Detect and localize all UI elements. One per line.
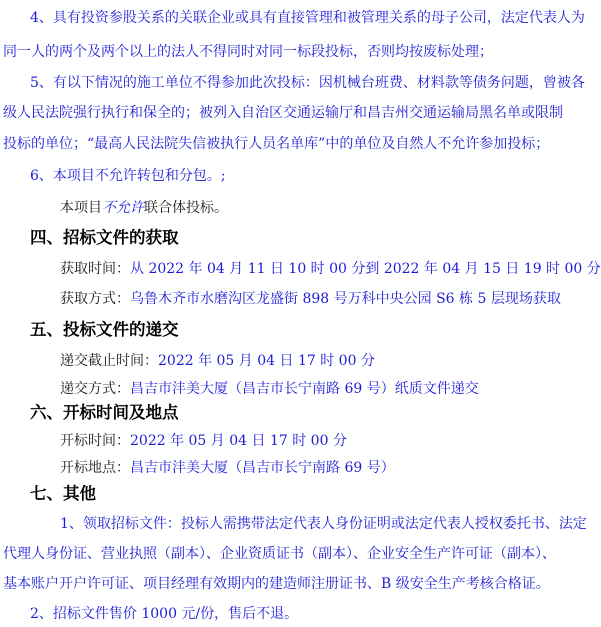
s4-time-row	[60, 259, 601, 279]
s6-place-row	[60, 458, 601, 478]
s6-time-row	[60, 431, 601, 451]
s5-deadline-row	[60, 351, 601, 371]
clause-6: 6、本项目不允许转包和分包。;	[30, 168, 226, 184]
s6-time-label: 开标时间：	[60, 433, 130, 449]
s4-method-label: 获取方式：	[60, 291, 130, 307]
s6-place-value: 昌吉市沣美大厦（昌吉市长宁南路 69 号）	[130, 460, 395, 476]
s7-item-1-line-3: 基本账户开户许可证、项目经理有效期内的建造师注册证书、B 级安全生产考核合格证。	[3, 576, 550, 592]
consortium-italic: 不允许	[102, 200, 144, 216]
s4-method-value: 乌鲁木齐市水磨沟区龙盛街 898 号万科中央公园 S6 栋 5 层现场获取	[130, 291, 561, 307]
s5-deadline-label: 递交截止时间：	[60, 353, 158, 369]
clause-5-line-3: 投标的单位；“最高人民法院失信被执行人员名单库”中的单位及自然人不允许参加投标；	[3, 136, 550, 152]
clause-5-line-1: 5、有以下情况的施工单位不得参加此次投标：因机械台班费、材料款等债务问题，曾被各	[30, 75, 585, 91]
s4-time-label: 获取时间：	[60, 261, 130, 277]
s5-deadline-value: 2022 年 05 月 04 日 17 时 00 分	[158, 353, 375, 369]
clause-5-line-2: 级人民法院强行执行和保全的；被列入自治区交通运输厅和昌吉州交通运输局黑名单或限制	[3, 105, 563, 121]
s5-method-value: 昌吉市沣美大厦（昌吉市长宁南路 69 号）纸质文件递交	[130, 381, 479, 397]
s6-time-value: 2022 年 05 月 04 日 17 时 00 分	[130, 433, 347, 449]
s5-method-row	[60, 379, 601, 399]
s7-item-1-line-1: 1、领取招标文件：投标人需携带法定代表人身份证明或法定代表人授权委托书、法定	[60, 516, 587, 532]
s5-method-label: 递交方式：	[60, 381, 130, 397]
consortium-prefix: 本项目	[60, 200, 102, 216]
s4-time-value: 从 2022 年 04 月 11 日 10 时 00 分到 2022 年 04 月 15 日 19 时 00 分	[130, 261, 601, 277]
section-7-heading: 七、其他	[30, 484, 96, 503]
s7-item-1-line-2: 代理人身份证、营业执照（副本）、企业资质证书（副本）、企业安全生产许可证（副本）、	[3, 546, 556, 562]
section-4-heading: 四、招标文件的获取	[30, 228, 179, 247]
section-5-heading: 五、投标文件的递交	[30, 320, 179, 339]
clause-4-line-1: 4、具有投资参股关系的关联企业或具有直接管理和被管理关系的母子公司，法定代表人为	[30, 10, 585, 26]
consortium-suffix: 联合体投标。	[144, 200, 228, 216]
clause-4-line-2: 同一人的两个及两个以上的法人不得同时对同一标段投标，否则均按废标处理；	[3, 44, 493, 60]
s6-place-label: 开标地点：	[60, 460, 130, 476]
section-6-heading: 六、开标时间及地点	[30, 403, 179, 422]
s7-item-2: 2、招标文件售价 1000 元/份，售后不退。	[30, 606, 299, 622]
s4-method-row	[60, 289, 601, 309]
consortium-note	[60, 198, 601, 218]
